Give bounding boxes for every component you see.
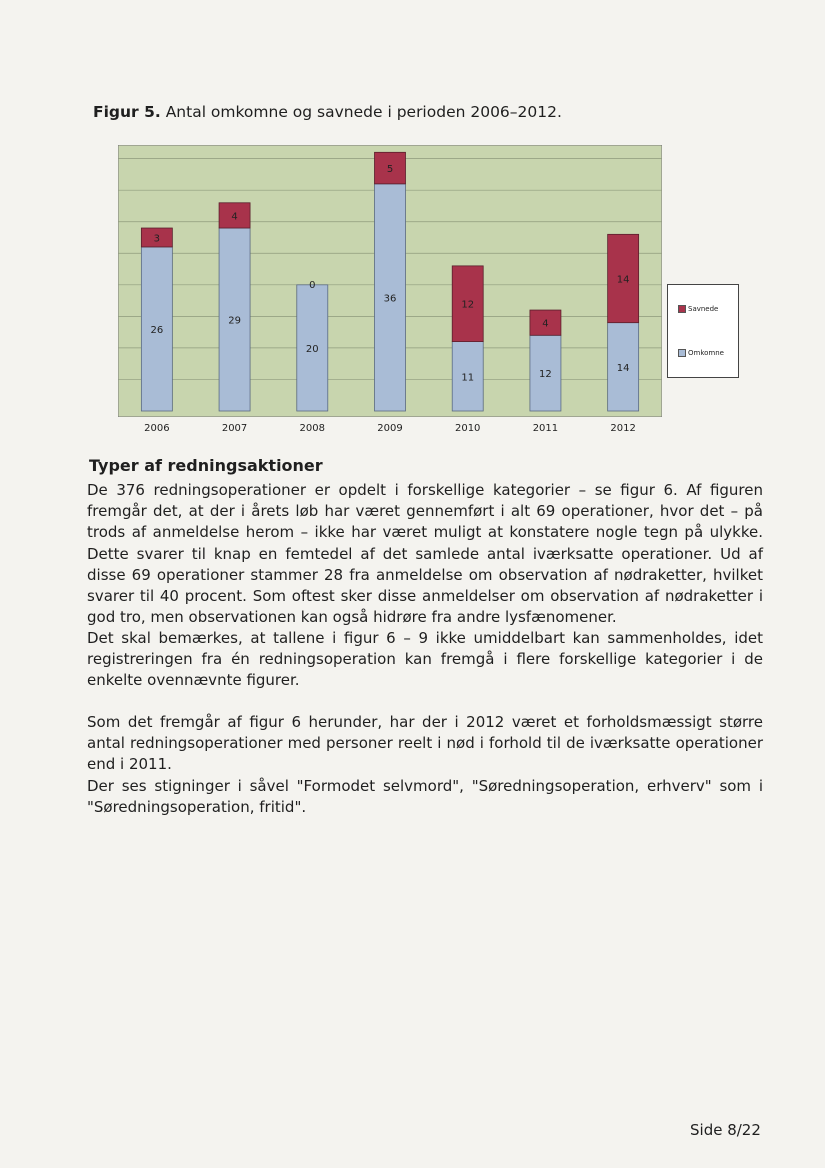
data-label-omkomne-2011: 12: [539, 369, 552, 381]
data-label-savnede-2009: 5: [386, 164, 394, 176]
figure-caption: [93, 103, 562, 121]
legend-swatch-savnede: [678, 305, 686, 313]
legend-item-savnede: [678, 305, 718, 313]
x-tick-label-2009: 2009: [377, 423, 403, 434]
x-tick-label-2007: 2007: [221, 423, 248, 434]
data-label-omkomne-2008: 20: [305, 343, 319, 355]
x-tick-label-2010: 2010: [454, 423, 481, 434]
paragraph-4: Der ses stigninger i såvel "Formodet selvmord", "Søredningsoperation, erhverv" som i "Søredningsoperation, fritid".: [87, 777, 763, 817]
data-label-omkomne-2010: 11: [461, 372, 475, 384]
data-label-savnede-2012: 14: [616, 274, 630, 286]
paragraph-2: Det skal bemærkes, at tallene i figur 6 – 9 ikke umiddelbart kan sammenholdes, idet registreringen fra én redningsoperation kan fremgå i flere forskellige kategorier i de enkelte ovennævnte figurer.: [87, 629, 763, 690]
data-label-omkomne-2012: 14: [616, 362, 630, 374]
legend-label-savnede: Savnede: [688, 305, 719, 313]
data-label-savnede-2007: 4: [231, 211, 238, 223]
data-label-savnede-2006: 3: [153, 233, 161, 245]
data-label-savnede-2010: 12: [461, 299, 475, 311]
page-number: Side 8/22: [690, 1121, 761, 1139]
data-label-savnede-2008: 0: [309, 279, 316, 291]
x-tick-label-2008: 2008: [299, 423, 325, 434]
legend-swatch-omkomne: [678, 349, 686, 357]
data-label-omkomne-2009: 36: [383, 293, 397, 305]
stacked-bar-chart: [118, 145, 662, 417]
data-label-omkomne-2006: 26: [150, 324, 164, 336]
legend-item-omkomne: [678, 349, 724, 357]
legend-label-omkomne: Omkomne: [688, 349, 724, 357]
paragraph-1: De 376 redningsoperationer er opdelt i forskellige kategorier – se figur 6. Af figuren fremgår det, at der i årets løb har været gennemført i alt 69 operationer, hvor det – på trods af anmeldelse herom – ikke har været muligt at konstatere nogle tegn på ulykke. Dette svarer til knap en femtedel af det samlede antal iværksatte operationer. Ud af disse 69 operationer stammer 28 fra anmeldelse om observation af nødraketter, hvilket svarer til 40 procent. Som oftest sker disse anmeldelser om observation af nødraketter i god tro, men observationen kan også hidrøre fra andre lysfænomener.: [87, 481, 763, 627]
section-heading: Typer af redningsaktioner: [89, 456, 323, 475]
figure-caption-label: Figur 5.: [93, 103, 161, 121]
x-tick-label-2006: 2006: [144, 423, 170, 434]
paragraph-3: Som det fremgår af figur 6 herunder, har der i 2012 været et forholdsmæssigt større antal redningsoperationer med personer reelt i nød i forhold til de iværksatte operationer end i 2011.: [87, 713, 763, 774]
data-label-savnede-2011: 4: [542, 318, 549, 330]
x-tick-label-2012: 2012: [610, 423, 636, 434]
data-label-omkomne-2007: 29: [228, 315, 241, 327]
chart-legend: [667, 284, 739, 378]
x-tick-label-2011: 2011: [532, 423, 559, 434]
figure-caption-text: Antal omkomne og savnede i perioden 2006–2012.: [165, 103, 562, 121]
